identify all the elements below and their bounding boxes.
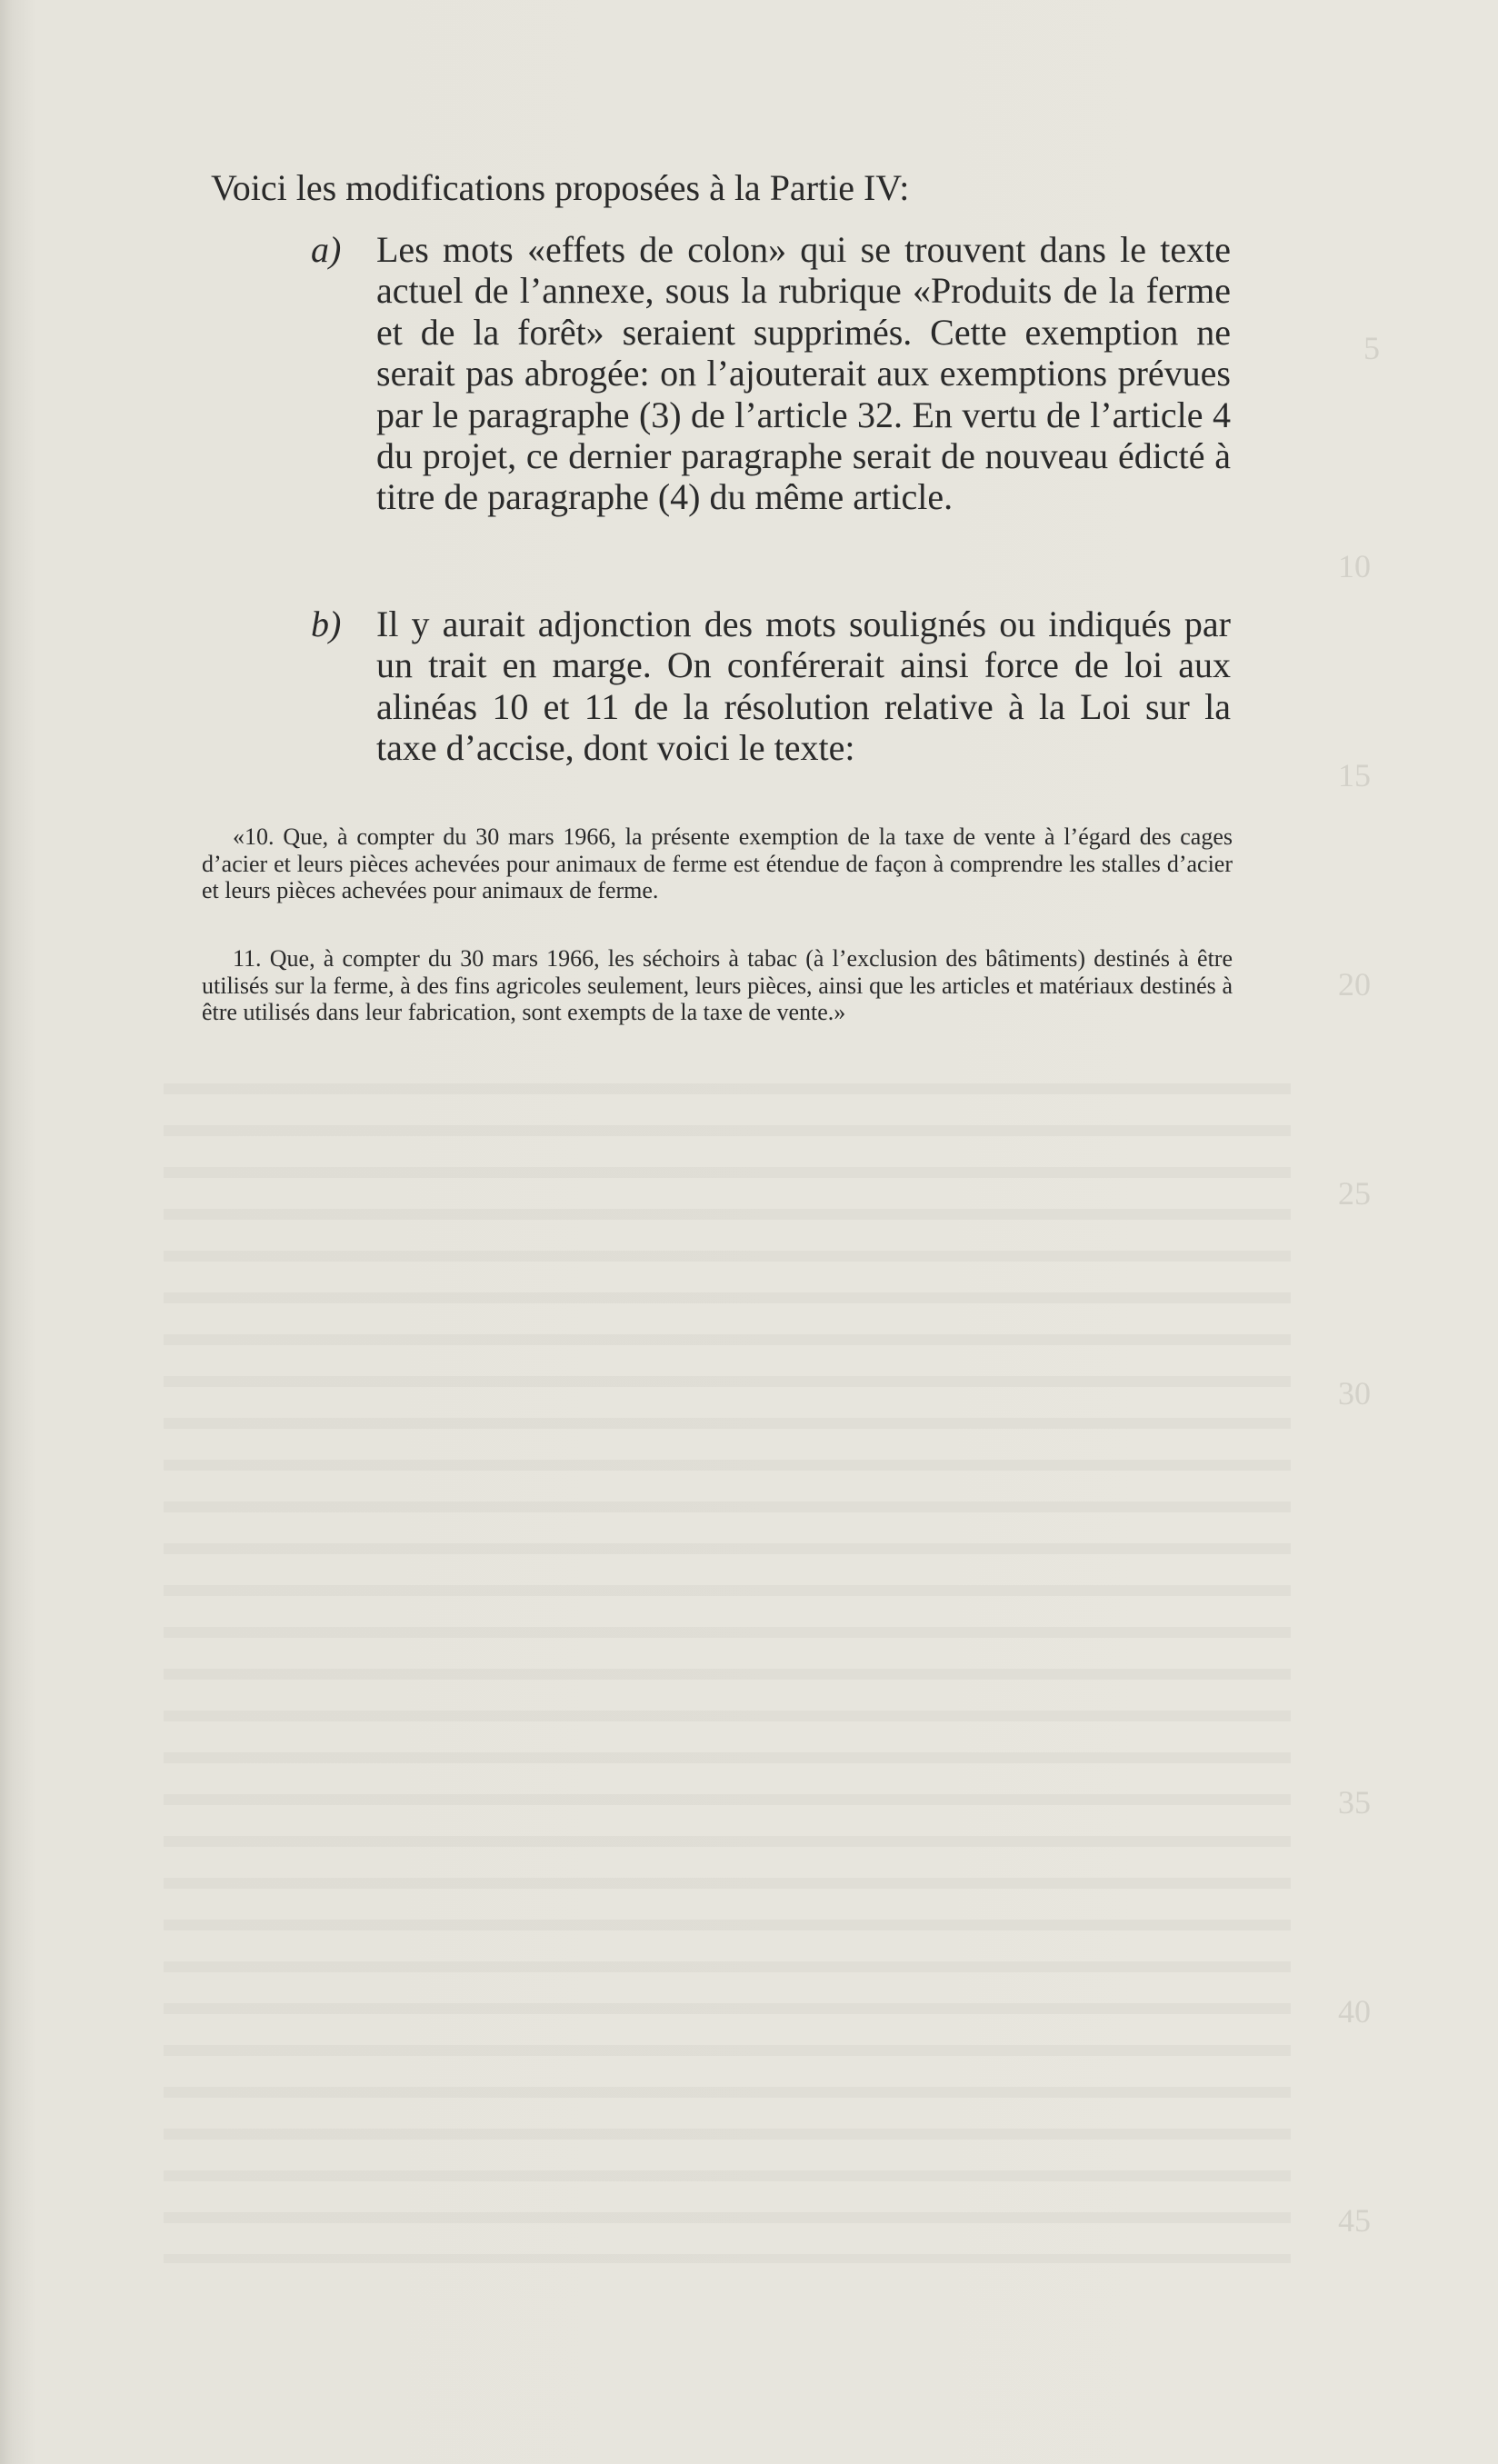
bleed-through-margin-numbers: 20	[1338, 966, 1371, 1003]
intro-paragraph: Voici les modifications proposées à la Partie IV:	[211, 167, 910, 208]
quoted-resolution-10: «10. Que, à compter du 30 mars 1966, la présente exemption de la taxe de vente à l’égard des cages d’acier et leurs pièces achevées pour animaux de ferme est étendue de façon à comprendre les stalles d’acier et leurs pièces achevées pour animaux de ferme.	[202, 823, 1233, 903]
bleed-through-margin-numbers: 30	[1338, 1375, 1371, 1412]
bleed-through-margin-numbers: 15	[1338, 757, 1371, 793]
bleed-through-text-block	[164, 1063, 1291, 2263]
bleed-through-margin-numbers: 5	[1363, 330, 1380, 366]
bleed-through-margin-numbers: 10	[1338, 548, 1371, 584]
list-item-text: Les mots «effets de colon» qui se trouvent dans le texte actuel de l’annexe, sous la rubrique «Produits de la ferme et de la forêt» seraient supprimés. Cette exemption ne serait pas abrogée: on l’ajouterait aux exemptions prévues par le paragraphe (3) de l’article 32. En vertu de l’article 4 du projet, ce dernier paragraphe serait de nouveau édicté à titre de paragraphe (4) du même article.	[376, 229, 1231, 518]
quoted-resolution-11: 11. Que, à compter du 30 mars 1966, les séchoirs à tabac (à l’exclusion des bâtiments) destinés à être utilisés sur la ferme, à des fins agricoles seulement, leurs pièces, ainsi que les articles et matériaux destinés à être utilisés dans leur fabrication, sont exempts de la taxe de vente.»	[202, 945, 1233, 1025]
bleed-through-margin-numbers: 45	[1338, 2202, 1371, 2239]
bleed-through-margin-numbers: 35	[1338, 1784, 1371, 1821]
list-item-label: b)	[311, 604, 342, 644]
list-item-b	[311, 604, 1231, 818]
list-item-text: Il y aurait adjonction des mots soulignés ou indiqués par un trait en marge. On conférerait ainsi force de loi aux alinéas 10 et 11 de la résolution relative à la Loi sur la taxe d’accise, dont voici le texte:	[376, 604, 1231, 769]
list-item-a	[311, 229, 1231, 605]
bleed-through-margin-numbers: 25	[1338, 1175, 1371, 1212]
list-item-label: a)	[311, 229, 342, 270]
bleed-through-margin-numbers: 40	[1338, 1993, 1371, 2030]
